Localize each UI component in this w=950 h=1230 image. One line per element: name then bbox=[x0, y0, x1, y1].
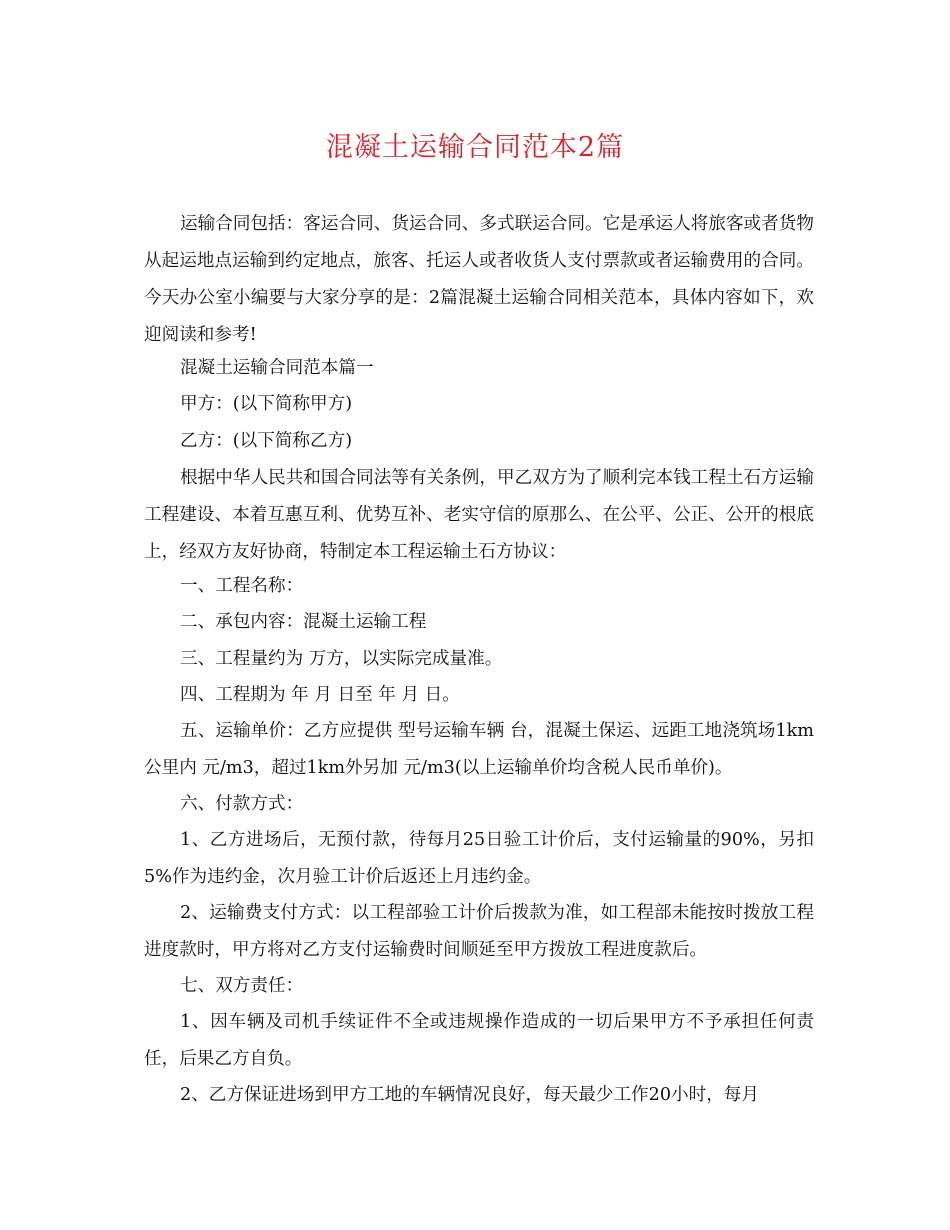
payment-item-1: 1、乙方进场后，无预付款，待每月25日验工计价后，支付运输量的90%，另扣5%作为违约金，次月验工计价后返还上月违约金。 bbox=[144, 830, 814, 887]
document-title: 混凝土运输合同范本2篇 bbox=[325, 132, 625, 163]
payment-item-2: 2、运输费支付方式：以工程部验工计价后拨款为准，如工程部未能按时拨放工程进度款时，甲方将对乙方支付运输费时间顺延至甲方拨放工程进度款后。 bbox=[144, 903, 814, 960]
preamble-paragraph: 根据中华人民共和国合同法等有关条例，甲乙双方为了顺利完本钱工程土石方运输工程建设、本着互惠互利、优势互补、老实守信的原那么、在公平、公正、公开的根底上，经双方友好协商，特制定本工程运输土石方协议： bbox=[144, 468, 814, 562]
clause-project-name: 一、工程名称： bbox=[180, 576, 304, 596]
clause-responsibilities: 七、双方责任： bbox=[180, 976, 304, 996]
intro-paragraph: 运输合同包括：客运合同、货运合同、多式联运合同。它是承运人将旅客或者货物从起运地点运输到约定地点，旅客、托运人或者收货人支付票款或者运输费用的合同。今天办公室小编要与大家分享的是：2篇混凝土运输合同相关范本，具体内容如下，欢迎阅读和参考! bbox=[144, 214, 814, 345]
clause-duration: 四、工程期为 年 月 日至 年 月 日。 bbox=[180, 685, 460, 705]
party-a-line: 甲方：(以下简称甲方) bbox=[180, 394, 353, 414]
party-b-line: 乙方：(以下简称乙方) bbox=[180, 431, 353, 451]
responsibility-item-1: 1、因车辆及司机手续证件不全或违规操作造成的一切后果甲方不予承担任何责任，后果乙方自负。 bbox=[144, 1012, 814, 1069]
responsibility-item-2: 2、乙方保证进场到甲方工地的车辆情况良好，每天最少工作20小时，每月 bbox=[180, 1085, 759, 1105]
clause-payment-method: 六、付款方式： bbox=[180, 794, 304, 814]
clause-quantity: 三、工程量约为 万方，以实际完成量准。 bbox=[180, 649, 503, 669]
clause-contract-content: 二、承包内容：混凝土运输工程 bbox=[180, 612, 427, 632]
clause-unit-price: 五、运输单价：乙方应提供 型号运输车辆 台，混凝土保运、远距工地浇筑场1km公里内 元/m3，超过1km外另加 元/m3(以上运输单价均含税人民币单价)。 bbox=[144, 721, 814, 778]
section-heading-part-one: 混凝土运输合同范本篇一 bbox=[180, 358, 374, 378]
